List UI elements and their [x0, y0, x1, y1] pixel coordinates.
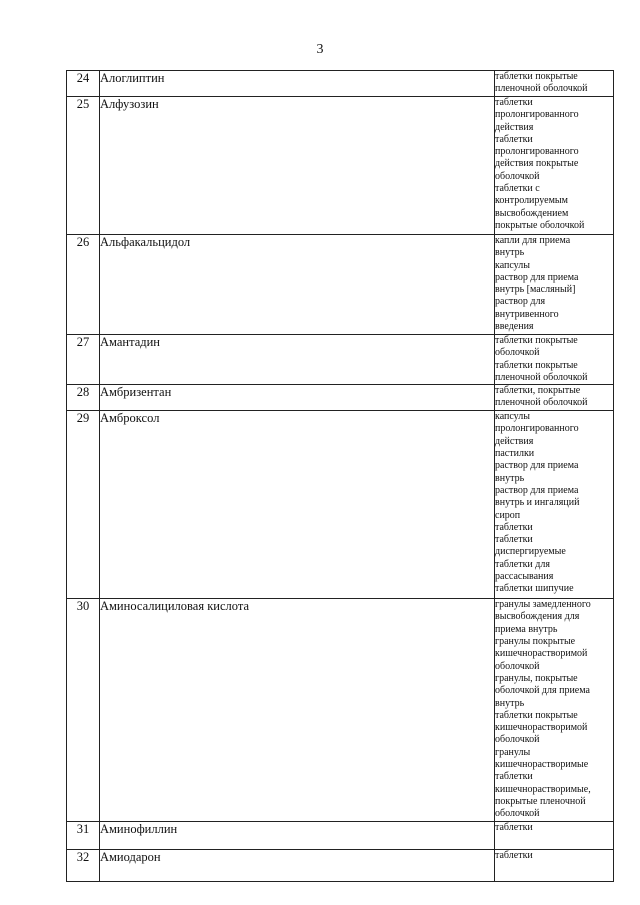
row-number: 29	[67, 411, 100, 599]
table-row	[67, 97, 614, 235]
table-row	[67, 71, 614, 97]
drug-table	[66, 70, 614, 882]
row-number: 27	[67, 335, 100, 385]
row-number: 30	[67, 599, 100, 821]
dosage-form-line: покрытые оболочкой	[495, 219, 585, 231]
dosage-form-line: пролонгированного	[495, 423, 579, 435]
dosage-form-line: гранулы	[495, 746, 531, 758]
drug-name: Алоглиптин	[100, 71, 495, 97]
dosage-forms	[495, 599, 614, 821]
dosage-form-line: действия	[495, 121, 534, 133]
dosage-form-line: диспергируемые	[495, 546, 566, 558]
drug-name: Амбризентан	[100, 385, 495, 411]
dosage-form-line: таблетки шипучие	[495, 583, 574, 595]
table-row	[67, 411, 614, 599]
dosage-form-line: сироп	[495, 509, 521, 521]
dosage-form-line: высвобождением	[495, 207, 569, 219]
dosage-form-line: таблетки	[495, 849, 533, 861]
table-row	[67, 849, 614, 881]
dosage-form-line: внутривенного	[495, 308, 559, 320]
dosage-form-line: оболочкой	[495, 347, 540, 359]
table-row	[67, 599, 614, 821]
drug-name: Амантадин	[100, 335, 495, 385]
dosage-form-line: действия	[495, 435, 534, 447]
dosage-form-line: таблетки	[495, 97, 533, 108]
dosage-form-line: внутрь и ингаляций	[495, 497, 580, 509]
row-number: 25	[67, 97, 100, 235]
dosage-forms	[495, 335, 614, 385]
dosage-form-line: таблетки покрытые	[495, 335, 578, 346]
dosage-form-line: контролируемым	[495, 195, 568, 207]
dosage-form-line: оболочкой	[495, 734, 540, 746]
dosage-forms	[495, 97, 614, 235]
dosage-form-line: внутрь	[495, 247, 525, 259]
dosage-form-line: внутрь [масляный]	[495, 284, 576, 296]
row-number: 24	[67, 71, 100, 97]
dosage-form-line: таблетки для	[495, 558, 550, 570]
row-number: 32	[67, 849, 100, 881]
dosage-form-line: раствор для приема	[495, 484, 579, 496]
dosage-forms	[495, 235, 614, 335]
dosage-form-line: гранулы покрытые	[495, 636, 576, 648]
table-row	[67, 385, 614, 411]
dosage-form-line: кишечнорастворимой	[495, 722, 588, 734]
dosage-form-line: раствор для	[495, 296, 546, 308]
dosage-form-line: пленочной оболочкой	[495, 397, 588, 409]
dosage-form-line: раствор для приема	[495, 460, 579, 472]
dosage-form-line: таблетки	[495, 771, 533, 783]
dosage-form-line: капсулы	[495, 259, 530, 271]
row-number: 26	[67, 235, 100, 335]
dosage-form-line: пленочной оболочкой	[495, 83, 588, 95]
table-body	[67, 71, 614, 882]
dosage-form-line: капли для приема	[495, 235, 571, 246]
dosage-form-line: таблетки	[495, 821, 533, 833]
dosage-form-line: оболочкой	[495, 170, 540, 182]
drug-name: Амброксол	[100, 411, 495, 599]
table-row	[67, 821, 614, 849]
drug-name: Альфакальцидол	[100, 235, 495, 335]
dosage-forms	[495, 821, 614, 849]
page-number: 3	[316, 42, 324, 57]
dosage-form-line: пролонгированного	[495, 146, 579, 158]
dosage-form-line: таблетки покрытые	[495, 71, 578, 82]
dosage-forms	[495, 71, 614, 97]
dosage-form-line: таблетки	[495, 521, 533, 533]
dosage-form-line: таблетки с	[495, 183, 540, 195]
dosage-form-line: кишечнорастворимые	[495, 759, 589, 771]
dosage-form-line: пролонгированного	[495, 109, 579, 121]
dosage-form-line: оболочкой для приема	[495, 685, 590, 697]
dosage-form-line: пленочной оболочкой	[495, 371, 588, 383]
dosage-form-line: таблетки	[495, 133, 533, 145]
dosage-form-line: внутрь	[495, 472, 525, 484]
dosage-form-line: гранулы замедленного	[495, 599, 591, 611]
dosage-form-line: покрытые пленочной	[495, 795, 586, 807]
dosage-form-line: гранулы, покрытые	[495, 672, 578, 684]
dosage-form-line: высвобождения для	[495, 611, 580, 623]
drug-name: Амиодарон	[100, 849, 495, 881]
dosage-form-line: таблетки покрытые	[495, 709, 578, 721]
dosage-form-line: пастилки	[495, 448, 535, 460]
dosage-form-line: рассасывания	[495, 571, 554, 583]
dosage-form-line: действия покрытые	[495, 158, 579, 170]
dosage-forms	[495, 385, 614, 411]
dosage-form-line: оболочкой	[495, 660, 540, 672]
dosage-form-line: капсулы	[495, 411, 530, 423]
row-number: 31	[67, 821, 100, 849]
dosage-form-line: внутрь	[495, 697, 525, 709]
dosage-form-line: кишечнорастворимые,	[495, 783, 591, 795]
table-row	[67, 335, 614, 385]
dosage-form-line: кишечнорастворимой	[495, 648, 588, 660]
dosage-forms	[495, 849, 614, 881]
row-number: 28	[67, 385, 100, 411]
dosage-form-line: таблетки покрытые	[495, 359, 578, 371]
dosage-form-line: приема внутрь	[495, 623, 558, 635]
dosage-form-line: раствор для приема	[495, 271, 579, 283]
dosage-forms	[495, 411, 614, 599]
drug-name: Аминосалициловая кислота	[100, 599, 495, 821]
drug-name: Аминофиллин	[100, 821, 495, 849]
dosage-form-line: таблетки, покрытые	[495, 385, 581, 397]
dosage-form-line: таблетки	[495, 534, 533, 546]
drug-name: Алфузозин	[100, 97, 495, 235]
table-row	[67, 235, 614, 335]
dosage-form-line: оболочкой	[495, 808, 540, 820]
dosage-form-line: введения	[495, 321, 534, 333]
